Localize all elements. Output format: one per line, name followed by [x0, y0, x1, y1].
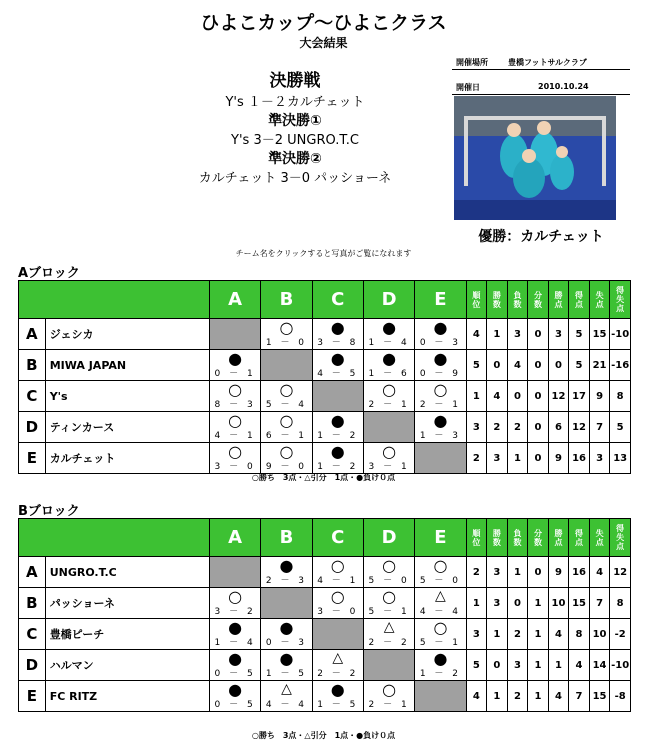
- loss-mark: ●: [228, 680, 243, 699]
- stat-value: 16: [569, 443, 590, 474]
- stat-value: 7: [569, 681, 590, 712]
- team-name-link[interactable]: UNGRO.T.C: [45, 557, 209, 588]
- venue-date-row: [452, 80, 630, 95]
- win-mark: ○: [382, 556, 397, 575]
- stat-value: 15: [589, 319, 610, 350]
- final-heading: 決勝戦: [269, 71, 321, 91]
- match-result-cell: [415, 319, 466, 350]
- team-name-link[interactable]: 豊橋ピーチ: [45, 619, 209, 650]
- match-result-cell: [363, 619, 414, 650]
- loss-mark: ●: [433, 649, 448, 668]
- stat-header: 順 位: [466, 281, 487, 319]
- stat-value: 0: [507, 588, 528, 619]
- team-name-link[interactable]: ティンカース: [45, 412, 209, 443]
- stat-value: 0: [528, 350, 549, 381]
- stat-value: 10: [589, 619, 610, 650]
- win-mark: ○: [433, 556, 448, 575]
- match-result-cell: [209, 588, 260, 619]
- win-mark: ○: [279, 442, 294, 461]
- match-score: 1 － 4: [368, 338, 410, 348]
- team-name-link[interactable]: ジェシカ: [45, 319, 209, 350]
- stat-value: 1: [548, 650, 569, 681]
- row-letter: E: [19, 443, 46, 474]
- match-result-cell: [312, 319, 363, 350]
- stat-value: 4: [589, 557, 610, 588]
- match-score: 1 － 5: [317, 700, 359, 710]
- stat-value: 4: [487, 381, 508, 412]
- row-letter: B: [19, 350, 46, 381]
- table-row: [19, 557, 631, 588]
- semi1-result: Y's 3－2 UNGRO.T.C: [231, 133, 359, 148]
- match-score: 0 － 5: [214, 669, 256, 679]
- match-result-cell: [363, 381, 414, 412]
- win-mark: ○: [433, 618, 448, 637]
- stat-value: 12: [548, 381, 569, 412]
- loss-mark: ●: [330, 411, 345, 430]
- win-mark: ○: [382, 587, 397, 606]
- stat-value: 3: [507, 319, 528, 350]
- stat-value: 4: [466, 319, 487, 350]
- match-result-cell: [209, 619, 260, 650]
- loss-mark: ●: [279, 556, 294, 575]
- stat-value: 4: [466, 681, 487, 712]
- win-mark: ○: [279, 318, 294, 337]
- match-result-cell: [415, 588, 466, 619]
- row-letter: A: [19, 319, 46, 350]
- stat-value: 12: [610, 557, 631, 588]
- match-score: 5 － 4: [265, 400, 308, 410]
- draw-mark: △: [332, 650, 344, 666]
- match-result-cell: [312, 412, 363, 443]
- row-letter: E: [19, 681, 46, 712]
- stat-value: 14: [589, 650, 610, 681]
- match-result-cell: [261, 381, 312, 412]
- self-match-cell: [209, 557, 260, 588]
- loss-mark: ●: [330, 680, 345, 699]
- stat-value: 5: [610, 412, 631, 443]
- match-result-cell: [209, 650, 260, 681]
- stat-value: 7: [589, 588, 610, 619]
- match-score: 5 － 0: [368, 576, 410, 586]
- match-result-cell: [312, 350, 363, 381]
- stat-value: 9: [548, 557, 569, 588]
- table-row: [19, 443, 631, 474]
- stat-value: -8: [610, 681, 631, 712]
- stat-value: 2: [466, 557, 487, 588]
- stat-value: 3: [589, 443, 610, 474]
- match-score: 9 － 0: [265, 462, 308, 472]
- stat-value: 17: [569, 381, 590, 412]
- team-name-link[interactable]: カルチェット: [45, 443, 209, 474]
- row-letter: A: [19, 557, 46, 588]
- team-name-link[interactable]: Y's: [45, 381, 209, 412]
- table-row: [19, 350, 631, 381]
- stat-header: 勝 数: [487, 519, 508, 557]
- stat-value: 2: [507, 681, 528, 712]
- match-score: 3 － 0: [214, 462, 256, 472]
- venue-info: [452, 55, 630, 95]
- match-score: 2 － 1: [419, 400, 462, 410]
- match-result-cell: [261, 443, 312, 474]
- match-score: 5 － 1: [368, 607, 410, 617]
- stat-value: 15: [569, 588, 590, 619]
- match-result-cell: [363, 350, 414, 381]
- table-row: [19, 650, 631, 681]
- stat-header: 分 数: [528, 519, 549, 557]
- win-mark: ○: [228, 587, 243, 606]
- stat-header: 得 点: [569, 519, 590, 557]
- loss-mark: ●: [228, 649, 243, 668]
- match-score: 1 － 4: [214, 638, 256, 648]
- venue-date-value: 2010.10.24: [538, 82, 589, 91]
- loss-mark: ●: [433, 349, 448, 368]
- match-score: 0 － 3: [265, 638, 308, 648]
- stat-value: 8: [569, 619, 590, 650]
- stat-header: 失 点: [589, 281, 610, 319]
- stat-value: 3: [487, 557, 508, 588]
- match-score: 1 － 0: [265, 338, 308, 348]
- stat-value: 8: [610, 381, 631, 412]
- loss-mark: ●: [433, 318, 448, 337]
- winner-team-photo: [454, 96, 616, 220]
- draw-mark: △: [281, 681, 292, 697]
- match-result-cell: [415, 412, 466, 443]
- win-mark: ○: [330, 556, 345, 575]
- win-mark: ○: [279, 411, 294, 430]
- stat-value: 3: [466, 619, 487, 650]
- stat-value: 10: [548, 588, 569, 619]
- stat-value: 6: [548, 412, 569, 443]
- block-a-table: [18, 280, 631, 474]
- stat-value: 2: [466, 443, 487, 474]
- venue-date-label: 開催日: [456, 83, 480, 92]
- match-score: 4 － 4: [419, 607, 462, 617]
- win-mark: ○: [228, 442, 243, 461]
- win-mark: ○: [382, 380, 397, 399]
- stat-value: -2: [610, 619, 631, 650]
- table-row: [19, 412, 631, 443]
- match-score: 5 － 1: [419, 638, 462, 648]
- table-row: [19, 381, 631, 412]
- stat-value: 0: [507, 381, 528, 412]
- match-score: 6 － 1: [265, 431, 308, 441]
- match-result-cell: [209, 443, 260, 474]
- stat-value: 0: [528, 319, 549, 350]
- stat-value: 0: [528, 412, 549, 443]
- draw-mark: △: [383, 619, 395, 635]
- semi2-result: カルチェット 3－0 パッショーネ: [198, 171, 392, 186]
- match-result-cell: [261, 557, 312, 588]
- stat-value: 1: [528, 619, 549, 650]
- stat-value: 1: [487, 319, 508, 350]
- match-score: 0 － 1: [214, 369, 256, 379]
- match-score: 2 － 1: [368, 700, 410, 710]
- team-name-link[interactable]: ハルマン: [45, 650, 209, 681]
- column-header-d: D: [363, 281, 414, 319]
- stat-value: 0: [487, 650, 508, 681]
- semi2-heading: 準決勝②: [268, 151, 322, 167]
- stat-value: 12: [569, 412, 590, 443]
- stat-value: -10: [610, 319, 631, 350]
- match-score: 1 － 5: [265, 669, 308, 679]
- row-letter: C: [19, 381, 46, 412]
- match-result-cell: [415, 557, 466, 588]
- stat-value: 5: [466, 650, 487, 681]
- tournament-results: [150, 70, 440, 188]
- stat-value: 1: [528, 681, 549, 712]
- stat-value: 21: [589, 350, 610, 381]
- win-mark: ○: [228, 380, 243, 399]
- loss-mark: ●: [279, 618, 294, 637]
- header-row: [19, 281, 631, 319]
- match-score: 1 － 2: [419, 669, 462, 679]
- match-result-cell: [363, 319, 414, 350]
- stat-value: -16: [610, 350, 631, 381]
- row-letter: B: [19, 588, 46, 619]
- team-photo-illustration: [454, 96, 616, 220]
- match-score: 2 － 2: [317, 669, 359, 679]
- stat-value: 0: [548, 350, 569, 381]
- match-result-cell: [209, 381, 260, 412]
- match-result-cell: [261, 650, 312, 681]
- match-score: 2 － 3: [265, 576, 308, 586]
- table-row: [19, 681, 631, 712]
- loss-mark: ●: [382, 318, 397, 337]
- stat-header: 順 位: [466, 519, 487, 557]
- stat-value: 4: [569, 650, 590, 681]
- stat-value: 0: [528, 381, 549, 412]
- match-result-cell: [312, 681, 363, 712]
- stat-value: 0: [528, 557, 549, 588]
- loss-mark: ●: [279, 649, 294, 668]
- loss-mark: ●: [330, 318, 345, 337]
- match-score: 0 － 5: [214, 700, 256, 710]
- match-score: 2 － 2: [368, 638, 410, 648]
- match-score: 3 － 0: [317, 607, 359, 617]
- loss-mark: ●: [228, 618, 243, 637]
- stat-value: 4: [548, 681, 569, 712]
- match-result-cell: [415, 350, 466, 381]
- match-result-cell: [415, 619, 466, 650]
- win-mark: ○: [330, 587, 345, 606]
- stat-value: 1: [528, 650, 549, 681]
- column-header-a: A: [209, 281, 260, 319]
- stat-value: 1: [487, 681, 508, 712]
- self-match-cell: [312, 381, 363, 412]
- column-header-e: E: [415, 281, 466, 319]
- match-result-cell: [261, 681, 312, 712]
- column-header-e: E: [415, 519, 466, 557]
- match-result-cell: [312, 443, 363, 474]
- semi1-heading: 準決勝①: [268, 113, 322, 129]
- stat-value: 3: [507, 650, 528, 681]
- match-score: 4 － 1: [214, 431, 256, 441]
- loss-mark: ●: [330, 349, 345, 368]
- stat-value: 1: [507, 557, 528, 588]
- draw-mark: △: [435, 588, 446, 604]
- row-letter: D: [19, 650, 46, 681]
- win-mark: ○: [279, 380, 294, 399]
- header-row: [19, 519, 631, 557]
- match-result-cell: [312, 588, 363, 619]
- page-subtitle: 大会結果: [299, 36, 348, 50]
- team-name-link[interactable]: MIWA JAPAN: [45, 350, 209, 381]
- win-mark: ○: [382, 442, 397, 461]
- column-header-c: C: [312, 519, 363, 557]
- win-mark: ○: [382, 680, 397, 699]
- match-score: 0 － 9: [419, 369, 462, 379]
- stat-header: 勝 点: [548, 519, 569, 557]
- stat-value: 1: [466, 381, 487, 412]
- winner-label: 優勝：カルチェット: [478, 229, 604, 245]
- row-letter: C: [19, 619, 46, 650]
- match-score: 1 － 2: [317, 462, 359, 472]
- stat-value: -10: [610, 650, 631, 681]
- stat-value: 5: [466, 350, 487, 381]
- stat-header: 負 数: [507, 281, 528, 319]
- stat-value: 2: [507, 619, 528, 650]
- stat-value: 3: [466, 412, 487, 443]
- stat-value: 7: [589, 412, 610, 443]
- table-row: [19, 619, 631, 650]
- self-match-cell: [415, 443, 466, 474]
- stat-value: 2: [487, 412, 508, 443]
- stat-header: 負 数: [507, 519, 528, 557]
- stat-value: 3: [548, 319, 569, 350]
- match-score: 4 － 4: [265, 700, 308, 710]
- loss-mark: ●: [228, 349, 243, 368]
- self-match-cell: [415, 681, 466, 712]
- match-result-cell: [261, 319, 312, 350]
- win-mark: ○: [228, 411, 243, 430]
- block-b-table: [18, 518, 631, 712]
- venue-place-value: 豊橋フットサルクラブ: [508, 58, 587, 67]
- stat-header: 得 失 点: [610, 519, 631, 557]
- stat-value: 3: [487, 443, 508, 474]
- match-score: 1 － 6: [368, 369, 410, 379]
- final-result: Y's １－２カルチェット: [225, 95, 365, 110]
- match-score: 3 － 2: [214, 607, 256, 617]
- match-score: 2 － 1: [368, 400, 410, 410]
- column-header-d: D: [363, 519, 414, 557]
- stat-value: 5: [569, 319, 590, 350]
- match-result-cell: [363, 588, 414, 619]
- venue-place-label: 開催場所: [456, 58, 488, 67]
- win-mark: ○: [433, 380, 448, 399]
- stat-value: 5: [569, 350, 590, 381]
- stat-header: 得 点: [569, 281, 590, 319]
- page-title: ひよこカップ～ひよこクラス: [200, 12, 447, 34]
- table-row: [19, 588, 631, 619]
- stat-value: 15: [589, 681, 610, 712]
- header-blank: [19, 281, 210, 319]
- stat-value: 3: [487, 588, 508, 619]
- stat-header: 分 数: [528, 281, 549, 319]
- match-result-cell: [261, 619, 312, 650]
- match-result-cell: [261, 412, 312, 443]
- stat-value: 4: [507, 350, 528, 381]
- stat-value: 1: [528, 588, 549, 619]
- stat-header: 勝 数: [487, 281, 508, 319]
- match-result-cell: [209, 412, 260, 443]
- self-match-cell: [209, 319, 260, 350]
- stat-value: 8: [610, 588, 631, 619]
- stat-value: 9: [548, 443, 569, 474]
- column-header-b: B: [261, 519, 312, 557]
- stat-value: 1: [466, 588, 487, 619]
- row-letter: D: [19, 412, 46, 443]
- stat-value: 16: [569, 557, 590, 588]
- column-header-b: B: [261, 281, 312, 319]
- stat-value: 4: [548, 619, 569, 650]
- match-score: 3 － 1: [368, 462, 410, 472]
- loss-mark: ●: [330, 442, 345, 461]
- block-b-label: Bブロック: [18, 504, 80, 519]
- stat-value: 13: [610, 443, 631, 474]
- loss-mark: ●: [433, 411, 448, 430]
- self-match-cell: [312, 619, 363, 650]
- table-row: [19, 319, 631, 350]
- self-match-cell: [261, 350, 312, 381]
- match-score: 0 － 3: [419, 338, 462, 348]
- match-score: 1 － 2: [317, 431, 359, 441]
- match-result-cell: [363, 681, 414, 712]
- header-blank: [19, 519, 210, 557]
- block-a-label: Aブロック: [18, 266, 80, 281]
- loss-mark: ●: [382, 349, 397, 368]
- block-b-legend: ○勝ち 3点・△引分 1点・●負け０点: [251, 731, 396, 740]
- match-result-cell: [363, 557, 414, 588]
- match-score: 3 － 8: [317, 338, 359, 348]
- match-score: 4 － 5: [317, 369, 359, 379]
- match-result-cell: [312, 557, 363, 588]
- column-header-a: A: [209, 519, 260, 557]
- match-result-cell: [209, 681, 260, 712]
- stat-value: 9: [589, 381, 610, 412]
- stat-header: 勝 点: [548, 281, 569, 319]
- self-match-cell: [363, 412, 414, 443]
- match-score: 4 － 1: [317, 576, 359, 586]
- match-result-cell: [312, 650, 363, 681]
- stat-value: 1: [487, 619, 508, 650]
- venue-place-row: [452, 55, 630, 70]
- click-note: チーム名をクリックすると写真がご覧になれます: [235, 249, 412, 258]
- match-score: 1 － 3: [419, 431, 462, 441]
- stat-value: 0: [487, 350, 508, 381]
- team-name-link[interactable]: FC RITZ: [45, 681, 209, 712]
- stat-header: 失 点: [589, 519, 610, 557]
- column-header-c: C: [312, 281, 363, 319]
- self-match-cell: [363, 650, 414, 681]
- self-match-cell: [261, 588, 312, 619]
- stat-value: 2: [507, 412, 528, 443]
- stat-value: 1: [507, 443, 528, 474]
- match-result-cell: [415, 381, 466, 412]
- stat-header: 得 失 点: [610, 281, 631, 319]
- match-result-cell: [363, 443, 414, 474]
- match-score: 8 － 3: [214, 400, 256, 410]
- block-a-legend: ○勝ち 3点・△引分 1点・●負け０点: [251, 473, 396, 482]
- team-name-link[interactable]: パッショーネ: [45, 588, 209, 619]
- match-result-cell: [209, 350, 260, 381]
- stat-value: 0: [528, 443, 549, 474]
- match-score: 5 － 0: [419, 576, 462, 586]
- match-result-cell: [415, 650, 466, 681]
